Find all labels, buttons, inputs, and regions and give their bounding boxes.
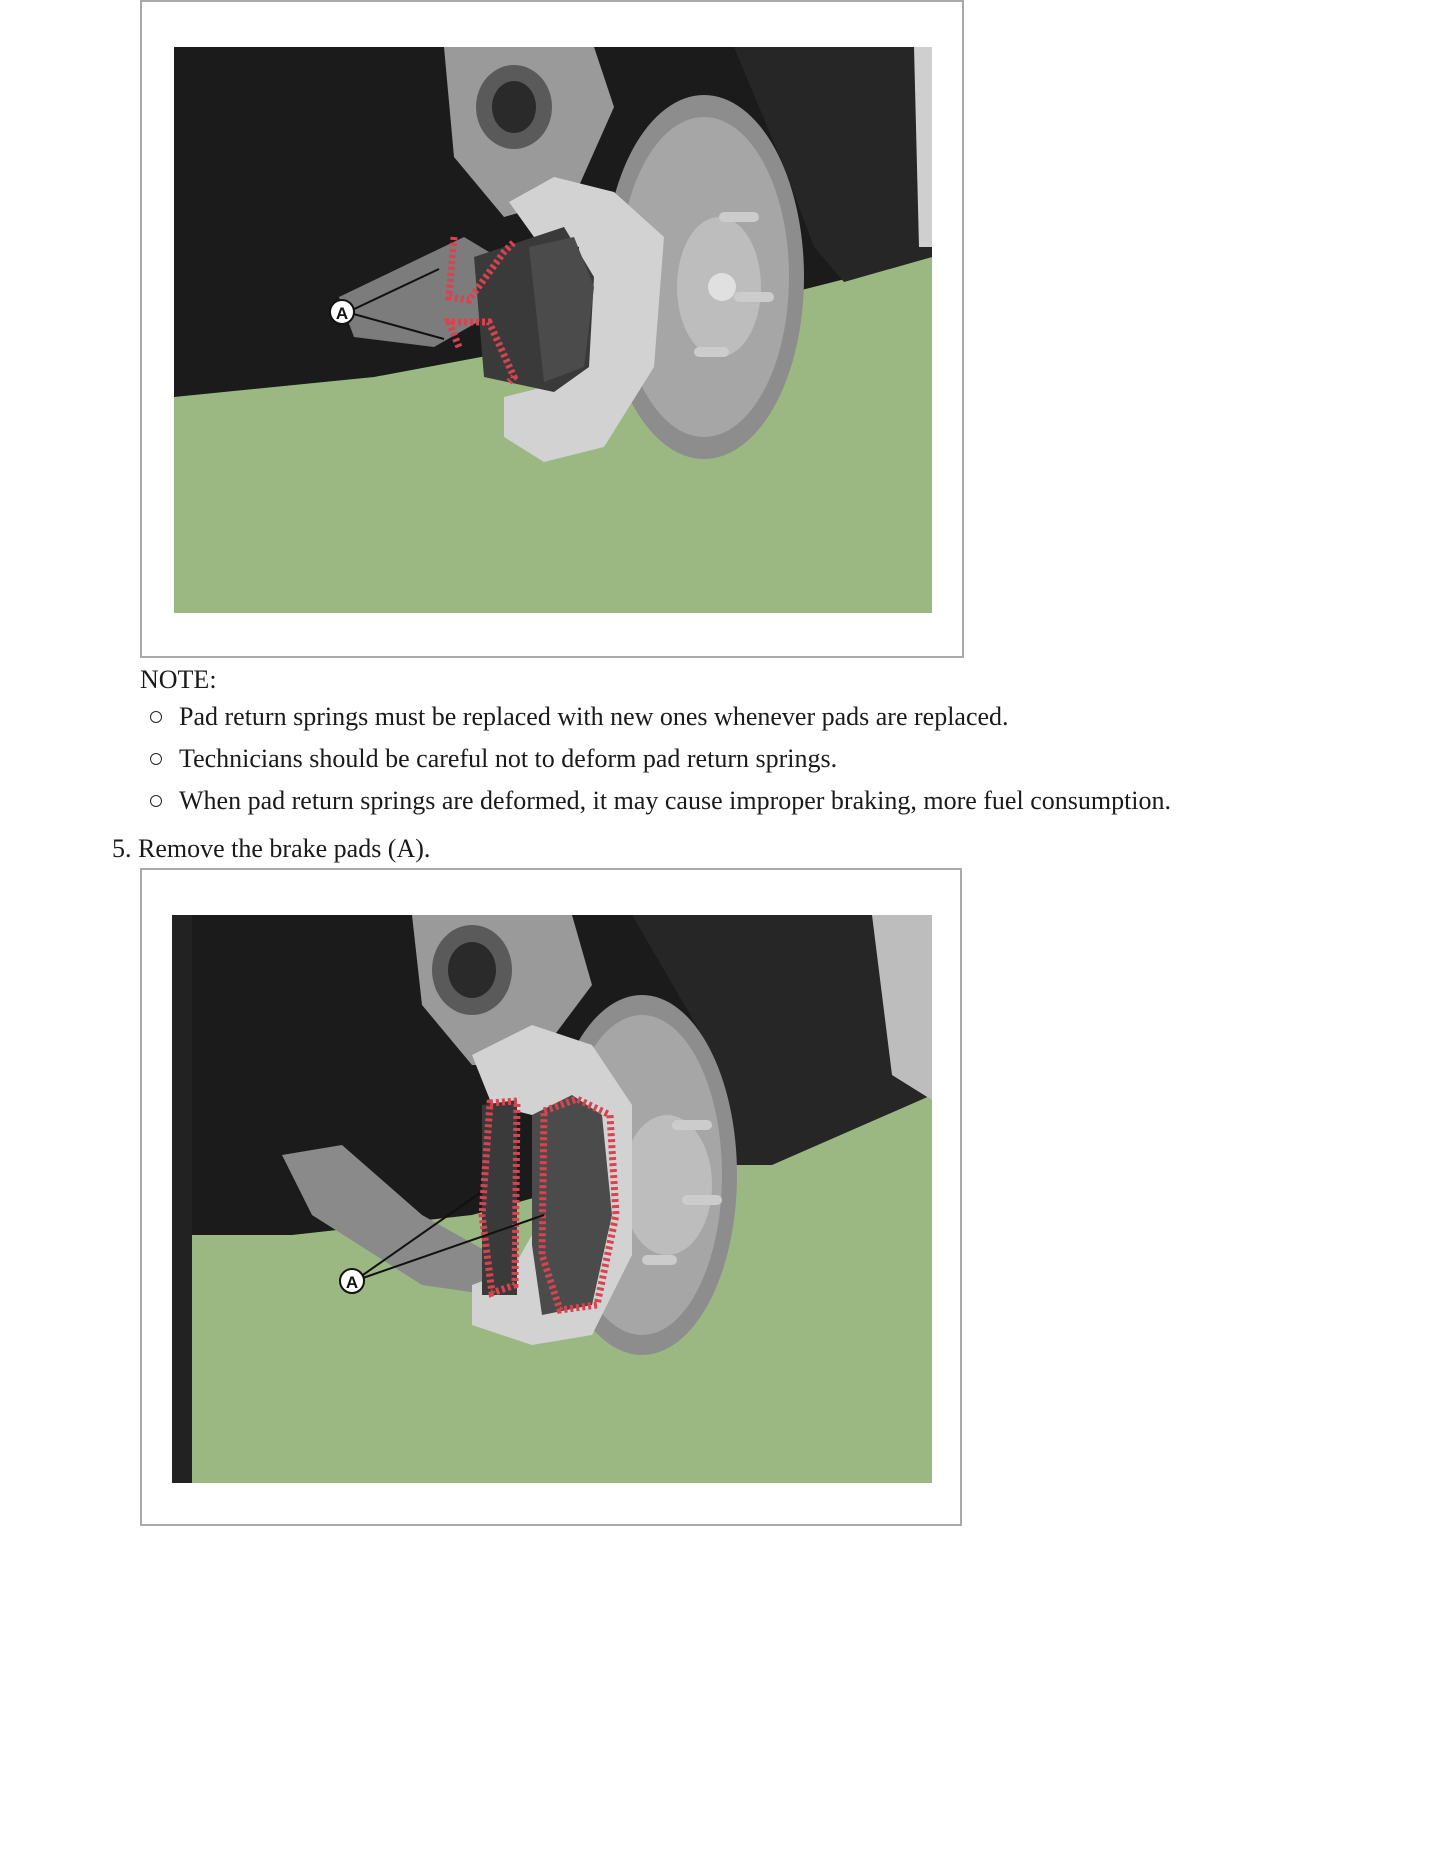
note-item-3: When pad return springs are deformed, it may cause improper braking, more fuel consumption. [179, 786, 1172, 815]
figure-2-callout-label: A [345, 1273, 359, 1292]
figure-brake-pads [140, 868, 962, 1526]
bullet-circle-icon [150, 753, 162, 765]
brake-pads-image [172, 915, 932, 1483]
note-item-1: Pad return springs must be replaced with new ones whenever pads are replaced. [179, 702, 1009, 731]
figure-1-callout-label: A [335, 304, 349, 323]
note-label: NOTE: [140, 665, 217, 694]
bullet-circle-icon [150, 711, 162, 723]
figure-pad-return-springs [140, 0, 964, 658]
brake-caliper-springs-image [174, 47, 932, 613]
note-item-2: Technicians should be careful not to deform pad return springs. [179, 744, 838, 773]
bullet-circle-icon [150, 795, 162, 807]
step-remove-brake-pads: 5. Remove the brake pads (A). [112, 834, 431, 863]
